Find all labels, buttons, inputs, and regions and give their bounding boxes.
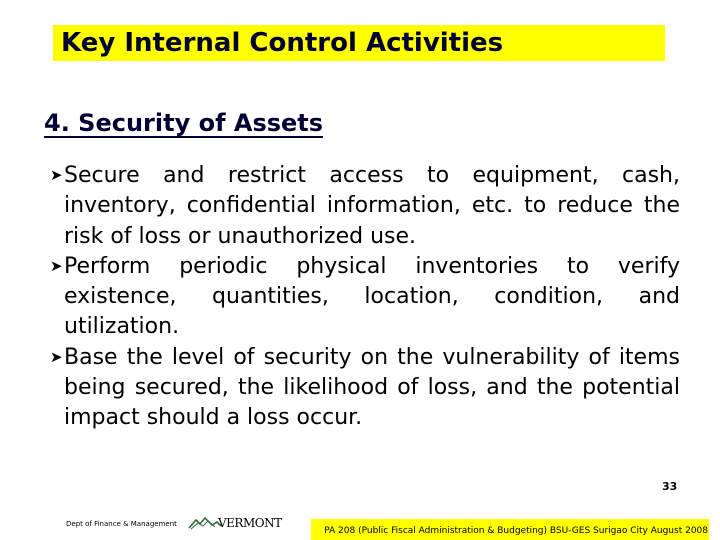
page-number: 33 bbox=[662, 480, 678, 493]
bullet-list bbox=[50, 161, 680, 434]
footer-course-text: PA 208 (Public Fiscal Administration & Budgeting) BSU-GES Surigao City August 2008 bbox=[324, 526, 708, 536]
slide-title: Key Internal Control Activities bbox=[61, 28, 504, 58]
mountain-logo-icon bbox=[188, 514, 222, 532]
slide-title-bar bbox=[53, 25, 665, 61]
bullet-text: Secure and restrict access to equipment, cash, inventory, confidential information, etc. to reduce the risk of loss or unauthorized use. bbox=[64, 163, 680, 249]
footer-course-bar bbox=[311, 519, 709, 540]
vermont-logo bbox=[188, 514, 282, 532]
section-heading: 4. Security of Assets bbox=[44, 109, 324, 137]
bullet-item bbox=[50, 343, 680, 434]
vermont-logo-text: VERMONT bbox=[218, 516, 282, 530]
bullet-text: Base the level of security on the vulnerability of items being secured, the likelihood of loss, and the potential impact should a loss occur. bbox=[64, 344, 680, 431]
footer-department: Dept of Finance & Management bbox=[66, 520, 177, 528]
bullet-text: Perform periodic physical inventories to verify existence, quantities, location, condition, and utilization. bbox=[64, 253, 680, 340]
arrowhead-bullet-icon: ➤ bbox=[50, 347, 63, 366]
arrowhead-bullet-icon: ➤ bbox=[50, 166, 63, 184]
bullet-item bbox=[50, 252, 680, 343]
bullet-item bbox=[50, 161, 680, 252]
arrowhead-bullet-icon: ➤ bbox=[50, 256, 63, 275]
